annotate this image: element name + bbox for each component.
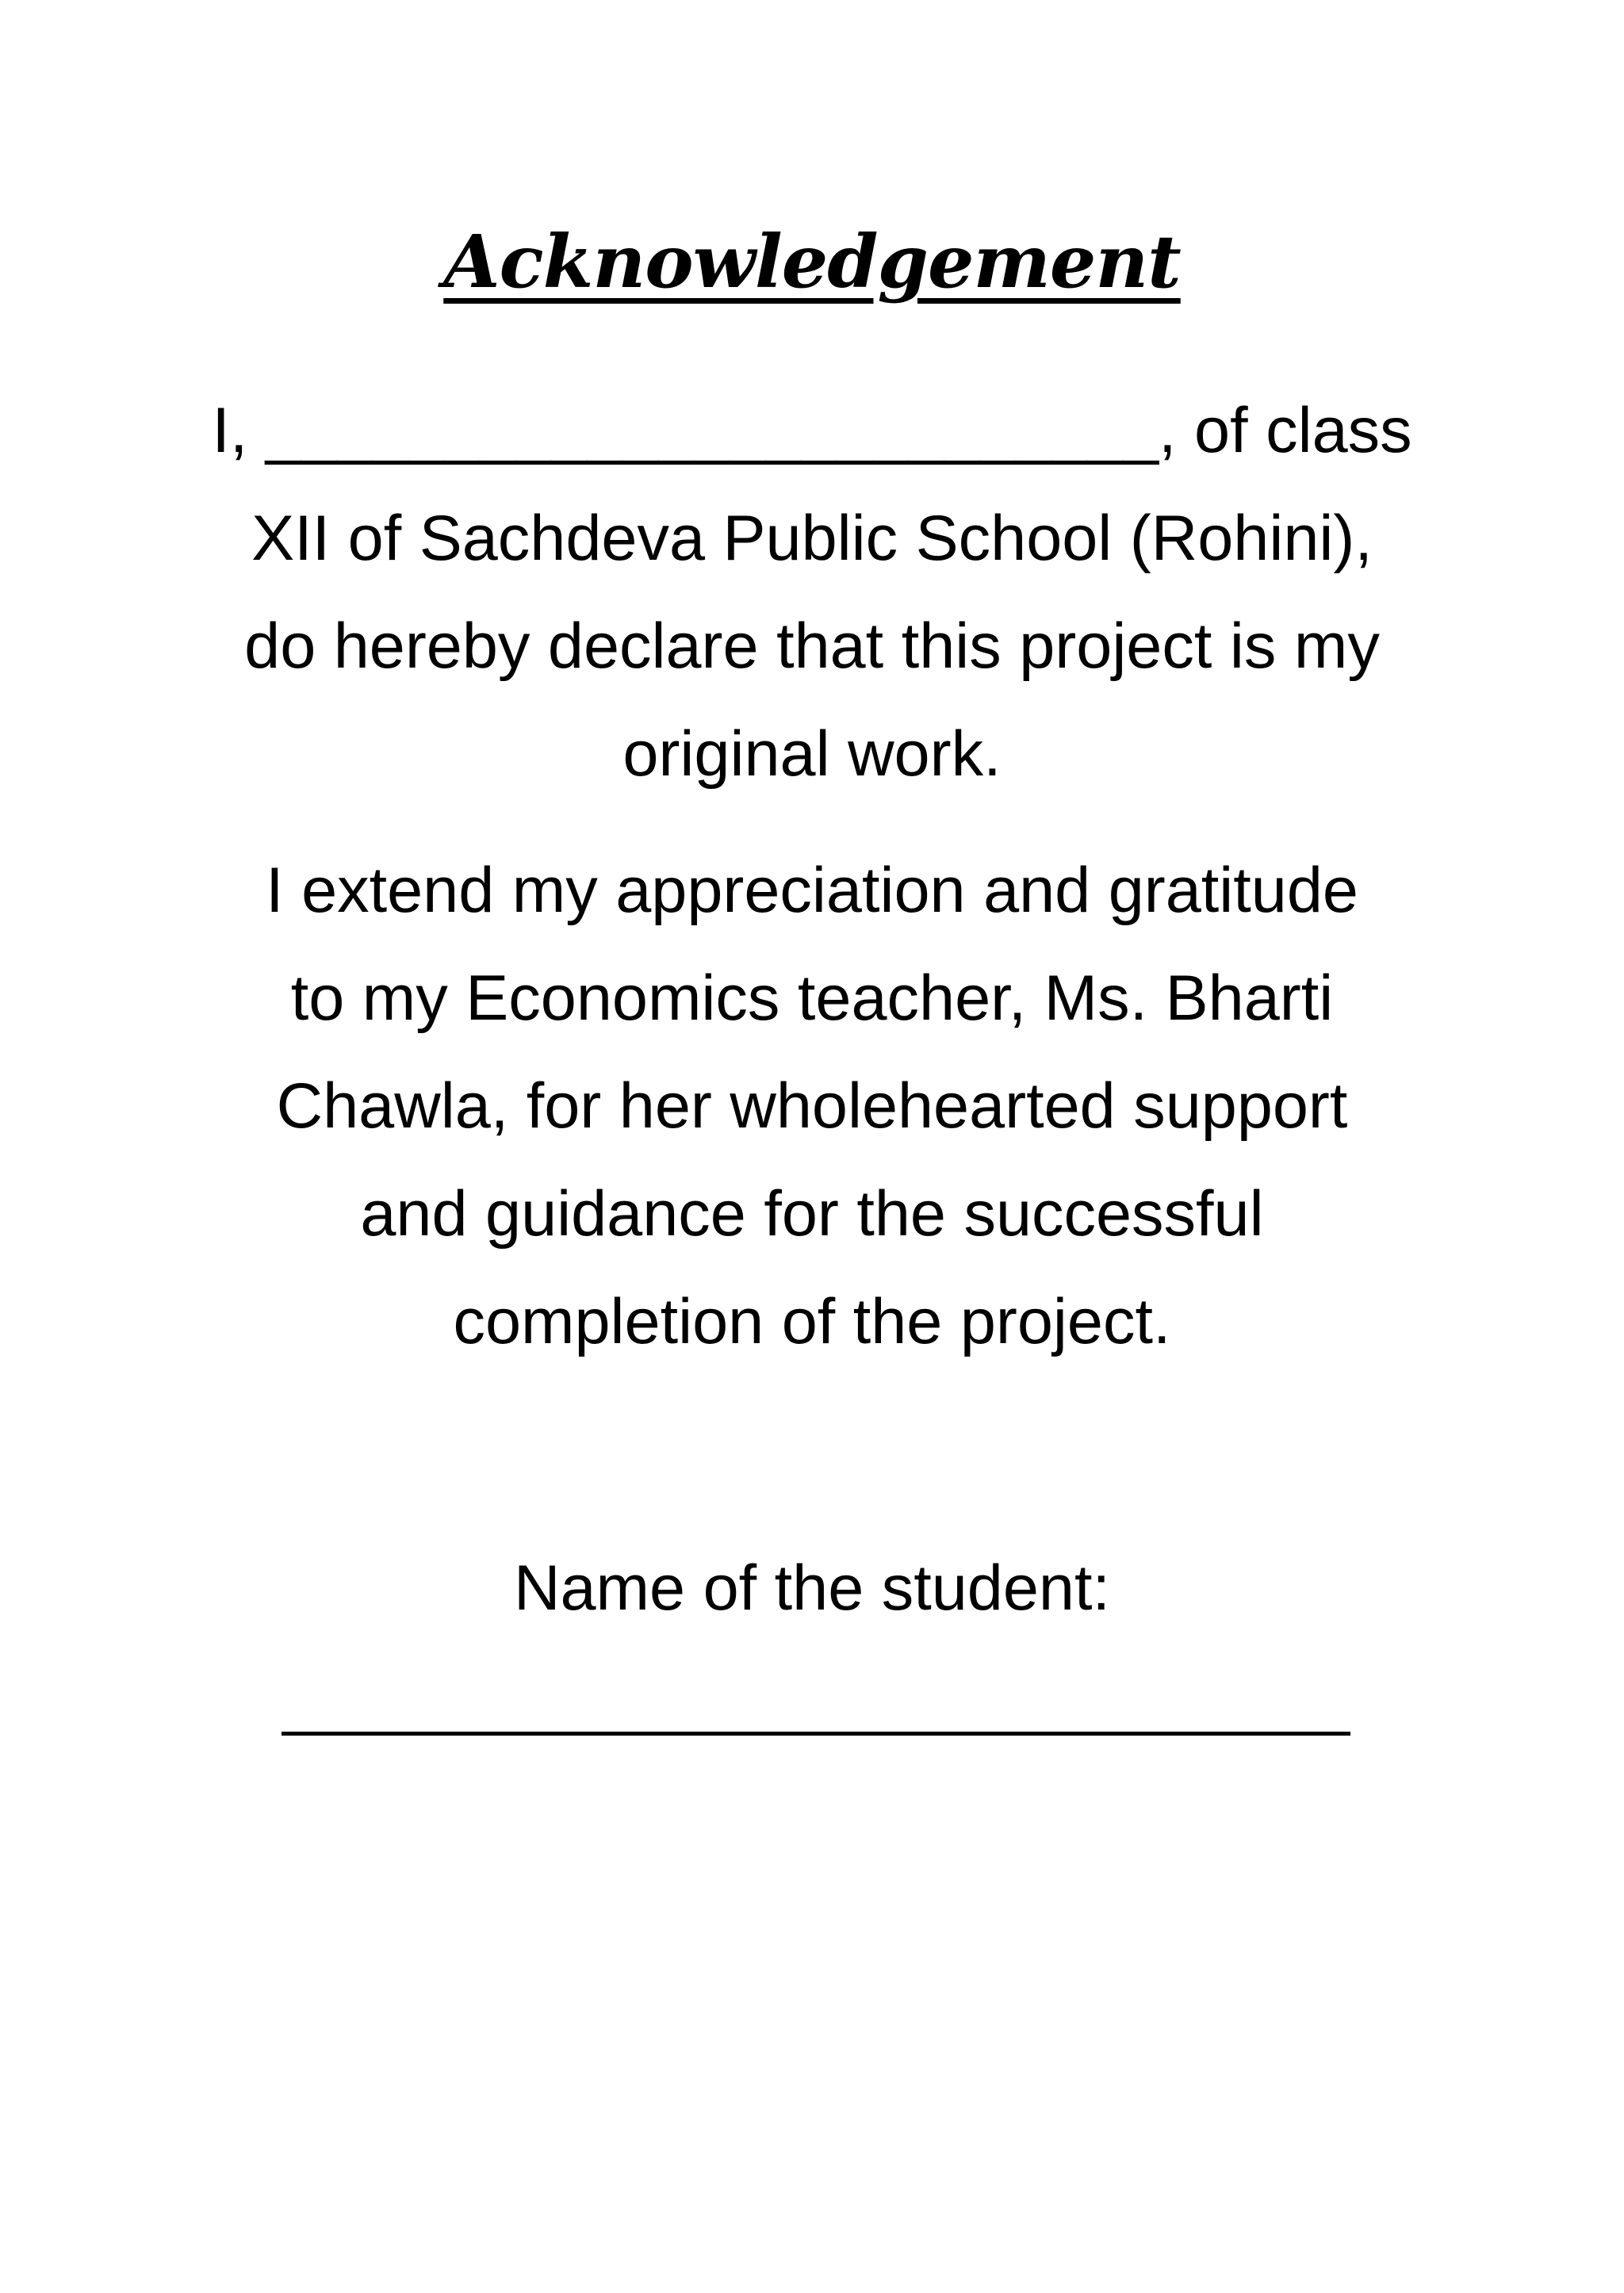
appreciation-line: completion of the project. [453,1286,1171,1357]
declaration-paragraph [0,377,1624,808]
declaration-line: original work. [622,718,1002,790]
declaration-line: I, _________________________, of class [212,395,1412,466]
student-name-label: Name of the student: [514,1552,1110,1624]
appreciation-line: to my Economics teacher, Ms. Bharti [290,963,1334,1034]
appreciation-line: I extend my appreciation and gratitude [266,855,1358,926]
student-name-blank-line [282,1732,1350,1736]
page-title: Acknowledgement [443,219,1181,304]
declaration-line: XII of Sachdeva Public School (Rohini), [251,503,1373,574]
declaration-line: do hereby declare that this project is my [244,611,1380,682]
appreciation-line: and guidance for the successful [360,1178,1264,1250]
appreciation-paragraph [0,836,1624,1376]
appreciation-line: Chawla, for her wholehearted support [276,1070,1348,1142]
